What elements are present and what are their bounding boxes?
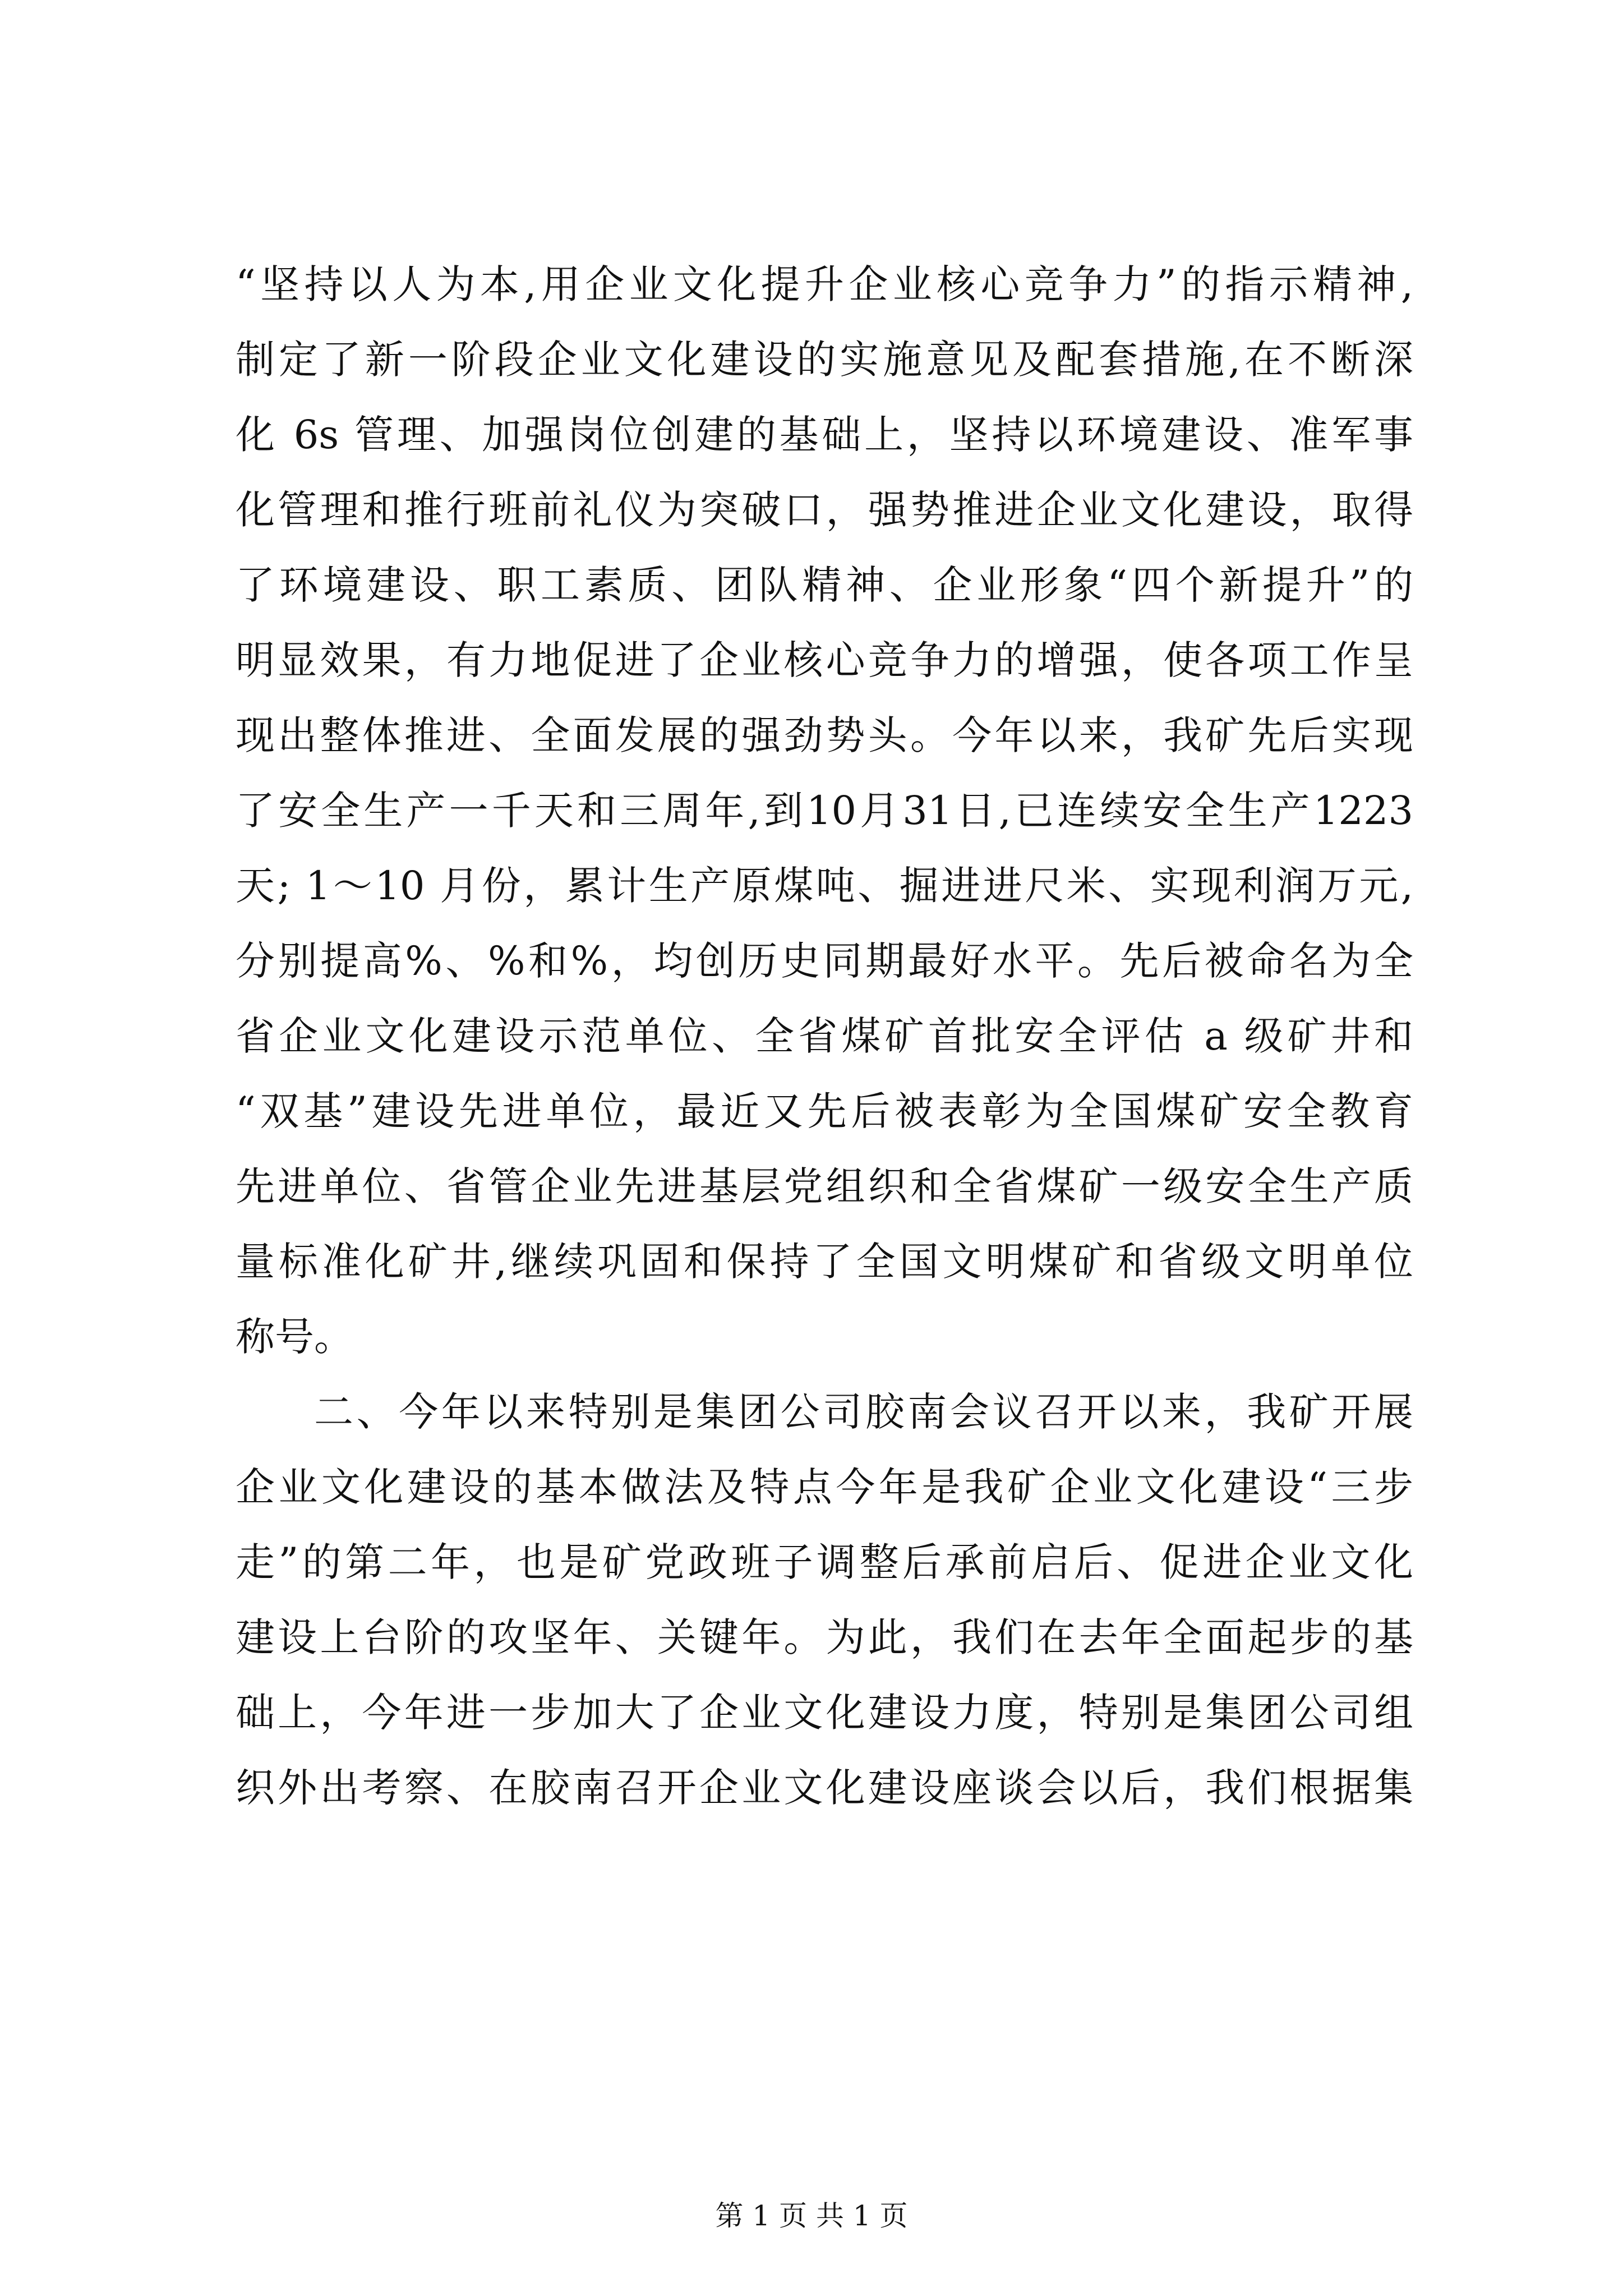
text-line: 明显效果，有力地促进了企业核心竞争力的增强，使各项工作呈 (236, 637, 1413, 683)
page-footer (0, 2199, 1623, 2233)
document-body (236, 247, 1413, 1825)
text-line: 二、今年以来特别是集团公司胶南会议召开以来，我矿开展 (314, 1389, 1413, 1435)
text-line: 量标准化矿井,继续巩固和保持了全国文明煤矿和省级文明单位 (236, 1239, 1413, 1285)
text-line: 企业文化建设的基本做法及特点今年是我矿企业文化建设“三步 (236, 1464, 1413, 1510)
text-line: “坚持以人为本,用企业文化提升企业核心竞争力”的指示精神, (236, 261, 1413, 307)
paragraph-2 (236, 1374, 1413, 1825)
text-line: 织外出考察、在胶南召开企业文化建设座谈会以后，我们根据集 (236, 1765, 1413, 1811)
text-line: 走”的第二年，也是矿党政班子调整后承前启后、促进企业文化 (236, 1539, 1413, 1585)
text-line: 化 6s 管理、加强岗位创建的基础上，坚持以环境建设、准军事 (236, 412, 1413, 458)
text-line: 制定了新一阶段企业文化建设的实施意见及配套措施,在不断深 (236, 337, 1413, 383)
text-line: 了安全生产一千天和三周年,到10月31日,已连续安全生产1223 (236, 788, 1413, 834)
text-line: 称号。 (236, 1314, 353, 1360)
paragraph-1 (236, 247, 1413, 1374)
text-line: 了环境建设、职工素质、团队精神、企业形象“四个新提升”的 (236, 562, 1413, 608)
text-line: 建设上台阶的攻坚年、关键年。为此，我们在去年全面起步的基 (236, 1614, 1413, 1660)
text-line: “双基”建设先进单位，最近又先后被表彰为全国煤矿安全教育 (236, 1088, 1413, 1134)
text-line: 础上，今年进一步加大了企业文化建设力度，特别是集团公司组 (236, 1690, 1413, 1736)
text-line: 天; 1～10 月份，累计生产原煤吨、掘进进尺米、实现利润万元, (236, 863, 1413, 909)
text-line: 化管理和推行班前礼仪为突破口，强势推进企业文化建设，取得 (236, 487, 1413, 533)
page-number-label: 第 1 页 共 1 页 (715, 2200, 908, 2232)
text-line: 先进单位、省管企业先进基层党组织和全省煤矿一级安全生产质 (236, 1163, 1413, 1209)
text-line: 分别提高%、%和%，均创历史同期最好水平。先后被命名为全 (236, 938, 1413, 984)
text-line: 省企业文化建设示范单位、全省煤矿首批安全评估 a 级矿井和 (236, 1013, 1413, 1059)
text-line: 现出整体推进、全面发展的强劲势头。今年以来，我矿先后实现 (236, 712, 1413, 758)
